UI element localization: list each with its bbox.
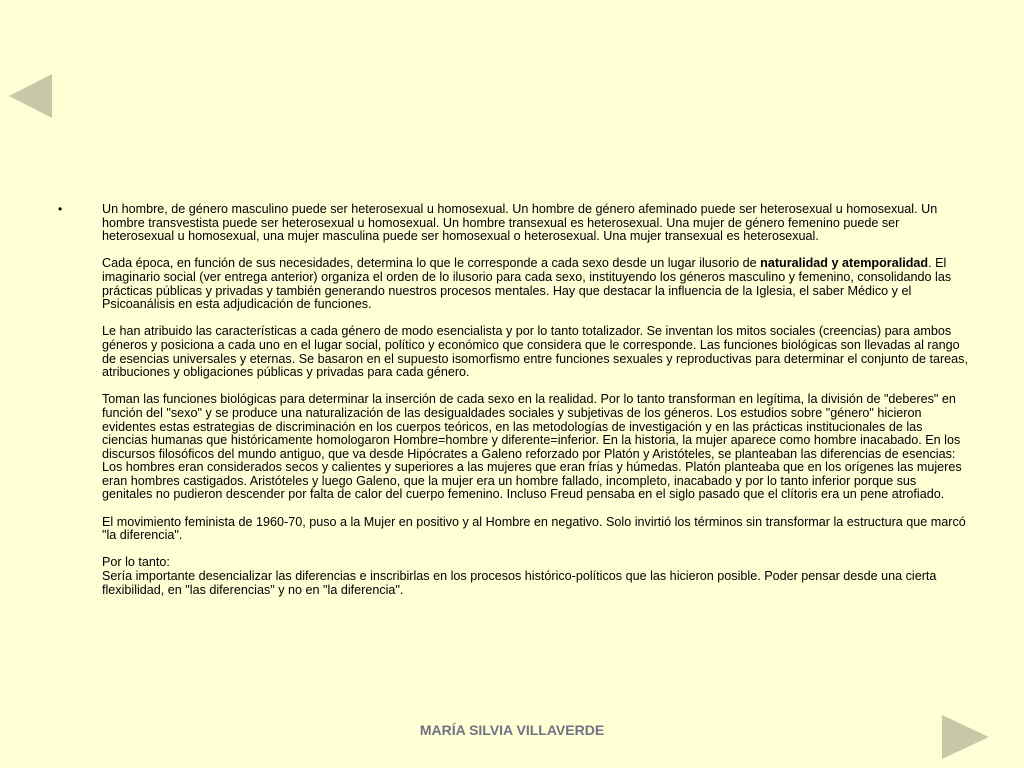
paragraph-epoch (102, 257, 968, 311)
slide-text (102, 203, 968, 597)
bullet-marker: • (58, 202, 63, 216)
previous-slide-button[interactable] (8, 73, 54, 119)
next-slide-button[interactable] (940, 714, 990, 760)
paragraph-epoch-bold: naturalidad y atemporalidad (760, 256, 929, 271)
conclusion-heading: Por lo tanto: (102, 555, 170, 570)
triangle-right-icon (940, 714, 990, 760)
author-footer: MARÍA SILVIA VILLAVERDE (419, 722, 605, 738)
paragraph-epoch-end: . El imaginario social (ver entrega anterior) organiza el orden de lo ilusorio para cada sexo, instituyendo los géneros masculino y femenino, consolidando las prácticas públicas y privadas y también generando nuestros procesos mentales. Hay que destacar la influencia de la Iglesia, el saber Médico y el Psicoanálisis en esta adjudicación de funciones. (102, 256, 952, 312)
paragraph-genders: Un hombre, de género masculino puede ser heterosexual u homosexual. Un hombre de género afeminado puede ser heterosexual u homosexual. Un hombre transvestista puede ser heterosexual u homosexual. Un hombre transexual es heterosexual. Una mujer de género femenino puede ser heterosexual u homosexual, una mujer masculina puede ser homosexual o heterosexual. Una mujer transexual es heterosexual. (102, 202, 938, 244)
paragraph-feminist-movement: El movimiento feminista de 1960-70, puso a la Mujer en positivo y al Hombre en negativo. Solo invirtió los términos sin transformar la estructura que marcó "la diferencia". (102, 514, 966, 543)
paragraph-biological-functions: Toman las funciones biológicas para determinar la inserción de cada sexo en la realidad. Por lo tanto transforman en legítima, la división de "deberes" en función del "sexo" y se produce una naturalización de las desigualdades sociales y subjetivas de los géneros. Los estudios sobre "género" hicieron evidentes estas estrategias de discriminación en los cuerpos teóricos, en las metodologías de investigación y en las prácticas institucionales de las ciencias humanas que históricamente homologaron Hombre=hombre y diferente=inferior. En la historia, la mujer aparece como hombre inacabado. En los discursos filosóficos del mundo antiguo, que va desde Hipócrates a Galeno reforzado por Platón y Aristóteles, se planteaban las diferencias de esencias: Los hombres eran considerados secos y calientes y superiores a las mujeres que eran frías y húmedas. Platón planteaba que en los orígenes las mujeres eran hombres castigados. Aristóteles y luego Galeno, que la mujer era un hombre fallado, incompleto, inacabado y por lo tanto inferior porque sus genitales no pudieron descender por falta de calor del cuerpo femenino. Incluso Freud pensaba en el siglo pasado que el clítoris era un pene atrofiado. (102, 392, 962, 502)
paragraph-epoch-start: Cada época, en función de sus necesidades, determina lo que le corresponde a cada sexo desde un lugar ilusorio de (102, 256, 761, 271)
conclusion-text: Sería importante desencializar las diferencias e inscribirlas en los procesos histórico-políticos que las hicieron posible. Poder pensar desde una cierta flexibilidad, en "las diferencias" y no en "la diferencia". (102, 569, 937, 597)
paragraph-attributes: Le han atribuido las características a cada género de modo esencialista y por lo tanto totalizador. Se inventan los mitos sociales (creencias) para ambos géneros y posiciona a cada uno en el lugar social, político y económico que considera que le corresponde. Las funciones biológicas son llevadas al rango de esencias universales y eternas. Se basaron en el supuesto isomorfismo entre funciones sexuales y reproductivas para determinar el conjunto de tareas, atribuciones y obligaciones públicas y privadas para cada género. (102, 324, 968, 380)
paragraph-conclusion (102, 556, 968, 597)
triangle-left-icon (8, 73, 54, 119)
